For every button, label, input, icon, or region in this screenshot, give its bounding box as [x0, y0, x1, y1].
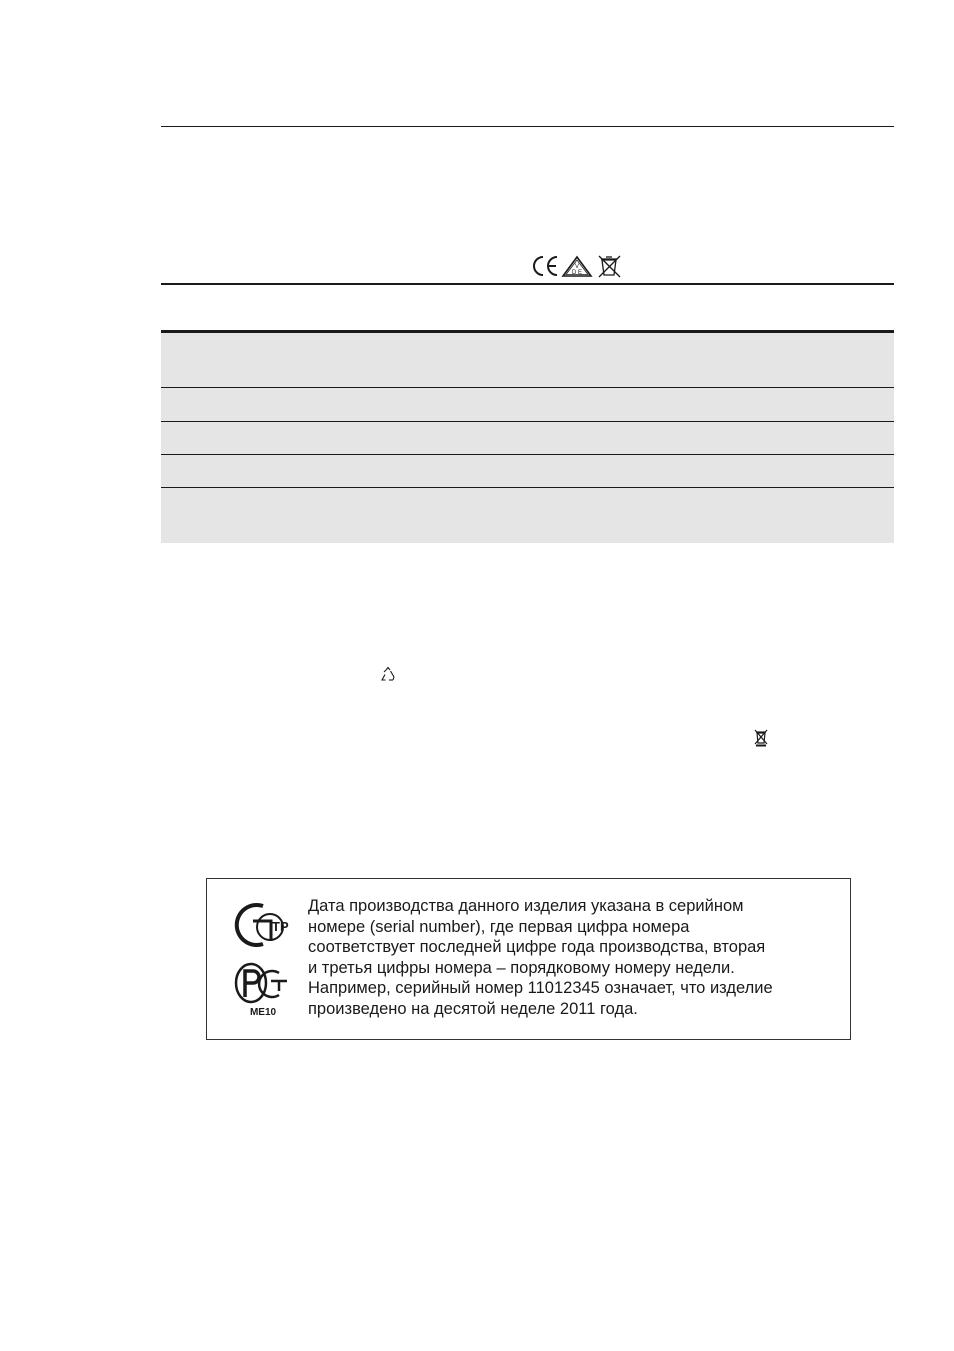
- notice-line: соответствует последней цифре года производства, вторая: [308, 938, 766, 957]
- notice-line: Дата производства данного изделия указана в серийном: [308, 897, 744, 915]
- notice-text: [308, 896, 838, 1020]
- section-rule: [161, 283, 894, 285]
- table-row: [161, 488, 894, 543]
- table-row: [161, 422, 894, 455]
- certification-marks: [531, 253, 625, 279]
- certification-code: ME10: [249, 1007, 277, 1018]
- notice-line: Например, серийный номер 11012345 означает, что изделие: [308, 979, 773, 998]
- svg-text:ТР: ТР: [272, 919, 289, 934]
- gost-r-conformity-mark-icon: [231, 901, 291, 949]
- vde-mark-icon: [563, 257, 591, 276]
- table-row: [161, 455, 894, 488]
- pct-conformity-mark-icon: [231, 959, 291, 1007]
- top-rule: [161, 126, 894, 127]
- table-row: [161, 333, 894, 388]
- spec-table: [161, 330, 894, 543]
- manufacturing-date-notice: [206, 878, 851, 1040]
- ce-mark-icon: [534, 257, 557, 275]
- crossed-bin-icon: [754, 729, 768, 747]
- weee-mark-icon: [599, 256, 620, 277]
- notice-line: номере (serial number), где первая цифра номера: [308, 917, 690, 936]
- notice-line: и третья цифры номера – порядковому номеру недели.: [308, 958, 735, 977]
- recycle-icon: [379, 666, 397, 684]
- notice-line: произведено на десятой неделе 2011 года.: [308, 999, 638, 1018]
- table-row: [161, 388, 894, 422]
- svg-text:V: V: [574, 264, 580, 270]
- svg-text:D E: D E: [571, 270, 583, 276]
